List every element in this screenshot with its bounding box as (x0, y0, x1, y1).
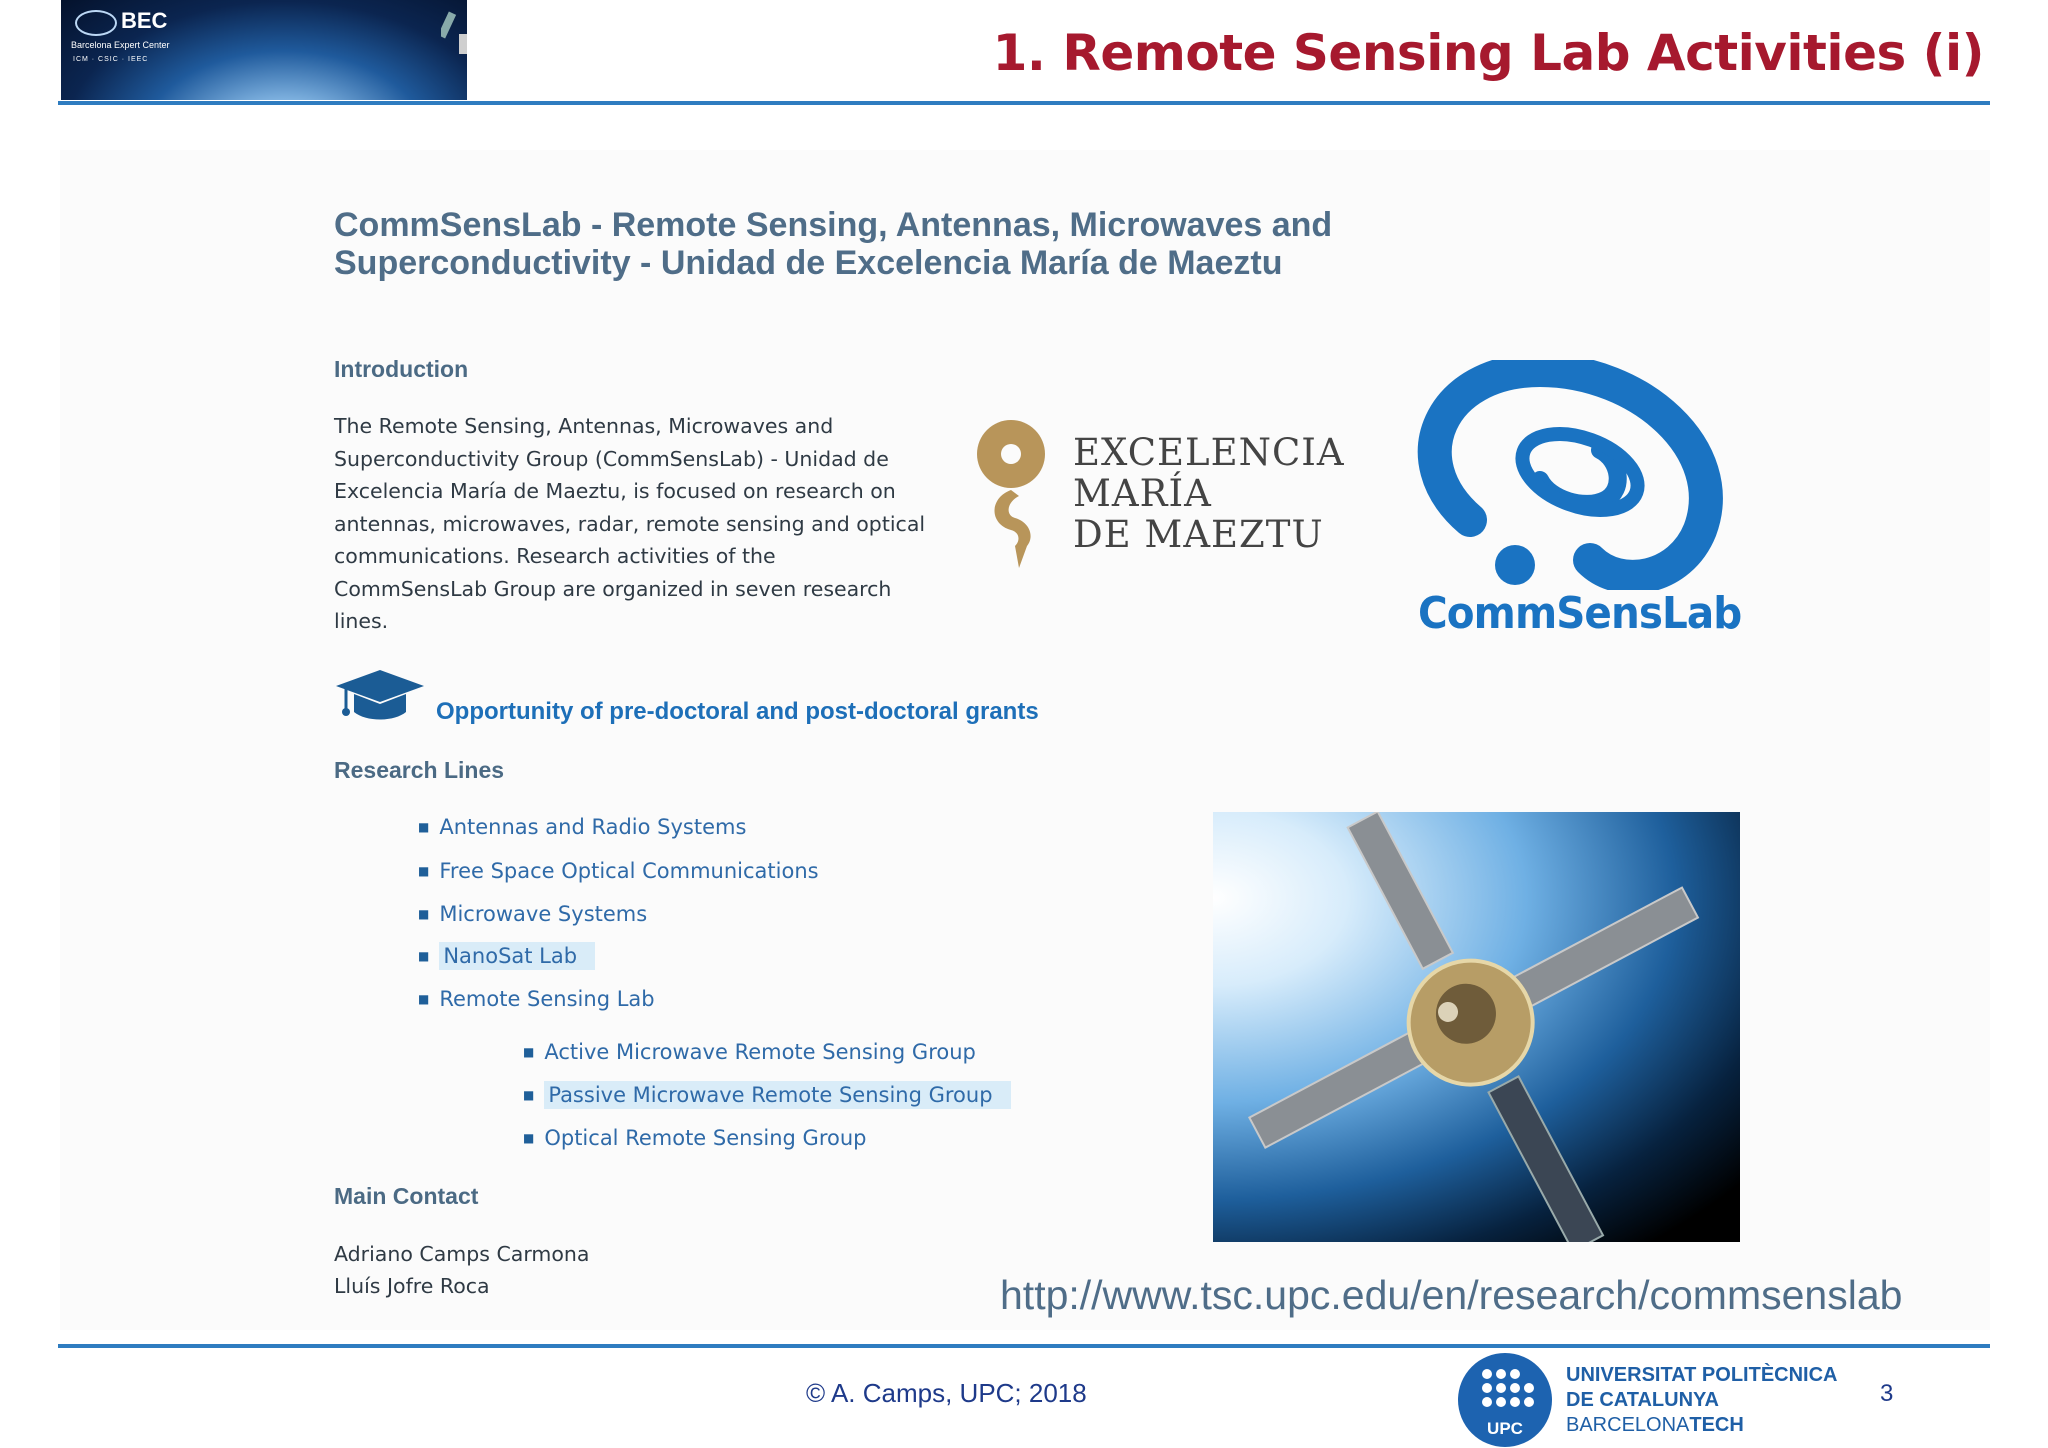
excelencia-medal-icon (975, 418, 1047, 568)
research-line-label: NanoSat Lab (439, 942, 595, 970)
introduction-text: The Remote Sensing, Antennas, Microwaves and Superconductivity Group (CommSensLab) - Unidad de Excelencia María de Maeztu, is focused on research on antennas, microwaves, radar, remote sensing and optical communications. Research activities of the CommSensLab Group are organized in seven research lines. (334, 414, 926, 633)
commsenslab-swirl-icon (1410, 360, 1750, 590)
contact-name: Lluís Jofre Roca (334, 1274, 490, 1298)
excelencia-line-3: DE MAEZTU (1073, 513, 1324, 556)
grants-link[interactable]: Opportunity of pre-doctoral and post-doctoral grants (436, 698, 1039, 725)
upc-name-line-3 (1566, 1413, 1837, 1438)
upc-name-line-2: DE CATALUNYA (1566, 1389, 1719, 1411)
bec-banner-logo (61, 0, 467, 100)
source-url: http://www.tsc.upc.edu/en/research/commsenslab (1000, 1272, 1903, 1318)
globe-icon (75, 10, 117, 36)
research-lines-heading: Research Lines (334, 757, 505, 783)
upc-abbrev: UPC (1487, 1419, 1523, 1438)
remote-sensing-group-link[interactable]: ■ Optical Remote Sensing Group (523, 1126, 866, 1150)
excelencia-line-1: EXCELENCIA (1073, 431, 1345, 474)
research-line-link[interactable]: ■ Remote Sensing Lab (418, 987, 655, 1011)
excelencia-line-2: MARÍA (1073, 472, 1212, 515)
upc-logo-icon (1457, 1352, 1553, 1448)
remote-sensing-group-link[interactable]: ■ Active Microwave Remote Sensing Group (523, 1040, 976, 1064)
bec-brand: BEC (121, 8, 168, 33)
webpage-title: CommSensLab - Remote Sensing, Antennas, Microwaves and Superconductivity - Unidad de Excelencia María de Maeztu (334, 206, 1333, 282)
satellite-icon (441, 4, 467, 84)
page-number: 3 (1880, 1380, 1894, 1407)
commsenslab-logo-text: CommSensLab (1418, 588, 1742, 639)
commsenslab-logo (1410, 360, 1750, 650)
introduction-heading: Introduction (334, 356, 469, 382)
remote-sensing-group-label: Passive Microwave Remote Sensing Group (544, 1081, 1010, 1109)
graduation-cap-icon (334, 668, 426, 724)
excelencia-maria-de-maeztu-logo (975, 418, 1355, 568)
research-line-link[interactable]: ■ Microwave Systems (418, 902, 647, 926)
upc-name (1566, 1363, 1837, 1438)
research-line-link[interactable]: ■ Antennas and Radio Systems (418, 815, 746, 839)
footer-divider (58, 1344, 1990, 1348)
contact-name: Adriano Camps Carmona (334, 1242, 590, 1266)
slide-title: 1. Remote Sensing Lab Activities (i) (992, 24, 1984, 82)
remote-sensing-group-link-highlighted[interactable] (523, 1083, 1011, 1107)
bec-subtitle: Barcelona Expert Center (71, 40, 170, 50)
upc-name-tech: TECH (1689, 1414, 1744, 1436)
satellite-illustration (1213, 812, 1740, 1242)
research-line-link-highlighted[interactable] (418, 944, 595, 968)
research-line-link[interactable]: ■ Free Space Optical Communications (418, 859, 819, 883)
main-contact-heading: Main Contact (334, 1183, 479, 1209)
copyright-text: © A. Camps, UPC; 2018 (806, 1378, 1087, 1408)
bec-partners: ICM · CSIC · IEEC (73, 56, 149, 63)
satellite-photo (1213, 812, 1740, 1242)
upc-name-barcelona: BARCELONA (1566, 1414, 1690, 1436)
header-divider (58, 101, 1990, 105)
contact-list (334, 1238, 589, 1302)
upc-name-line-1: UNIVERSITAT POLITÈCNICA (1566, 1364, 1838, 1386)
